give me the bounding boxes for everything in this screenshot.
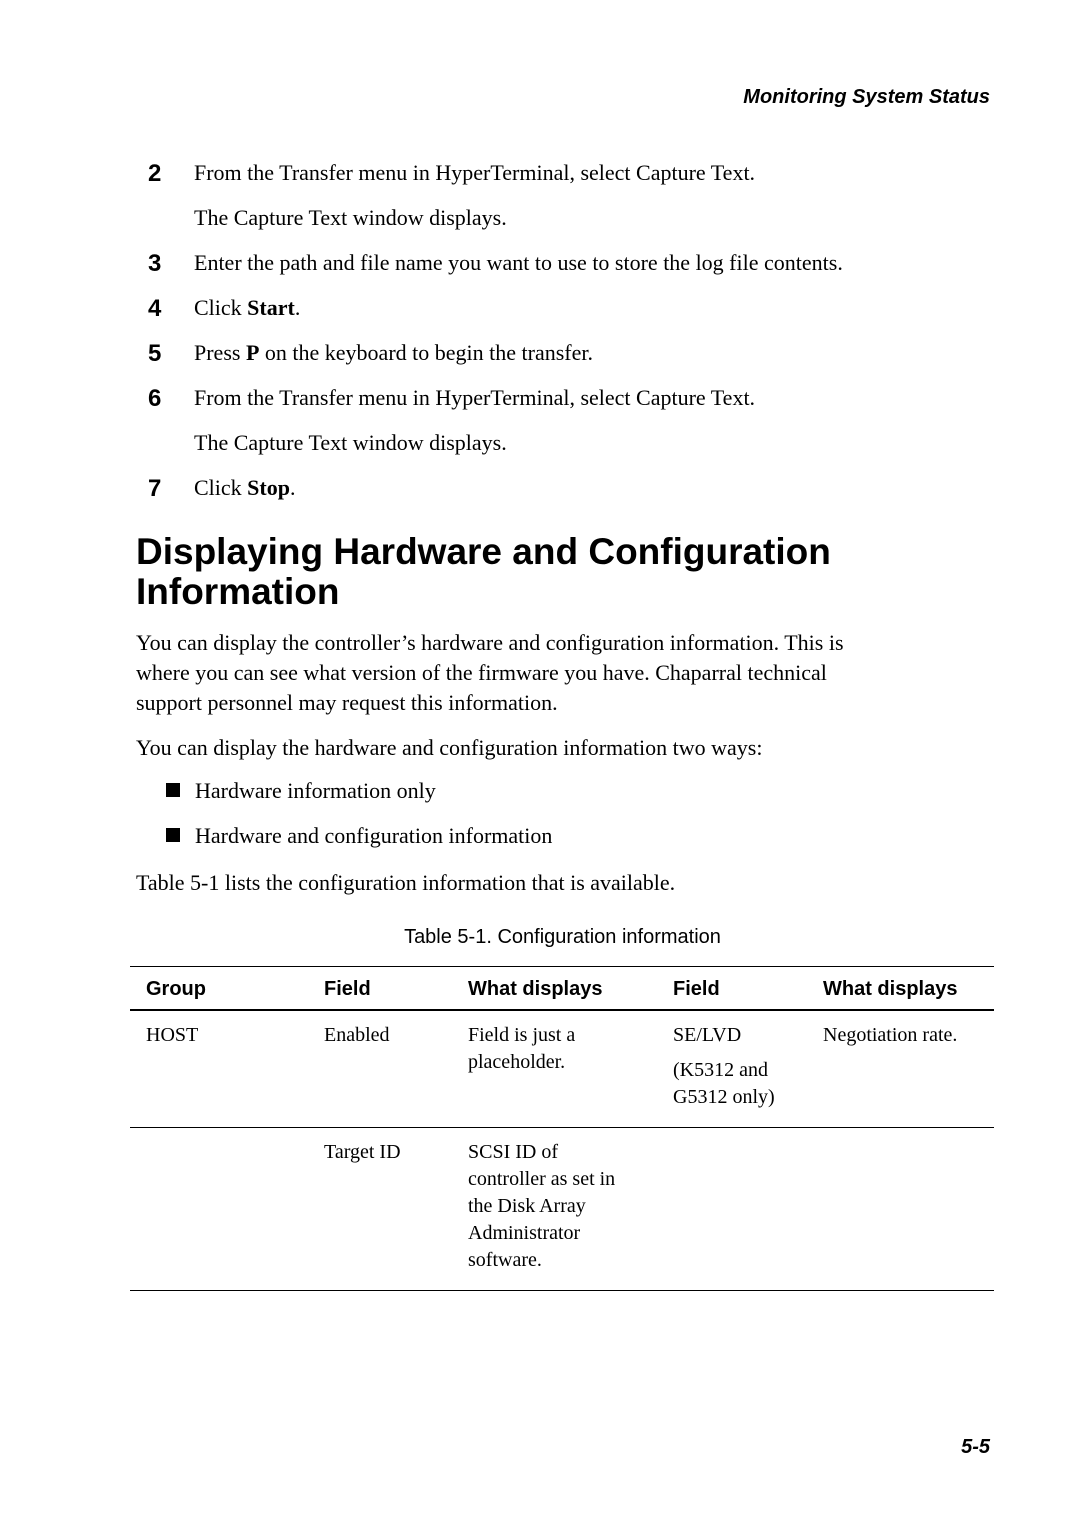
- cell-line: software.: [468, 1249, 542, 1271]
- bullet-item: [166, 778, 436, 804]
- cell-line: controller as set in: [468, 1168, 616, 1190]
- step-text: From the Transfer menu in HyperTerminal, select Capture Text.: [194, 385, 756, 410]
- cell-what-displays: [468, 1128, 673, 1291]
- cell-line: Field is just a: [468, 1024, 576, 1046]
- table-reference-paragraph: Table 5-1 lists the configuration information that is available.: [136, 870, 676, 895]
- cell-what-displays: Negotiation rate.: [823, 1010, 994, 1128]
- cell-line: G5312 only): [673, 1086, 775, 1108]
- paragraph-line: support personnel may request this information.: [136, 690, 558, 715]
- step-number: 4: [148, 295, 162, 322]
- bullet-square-icon: [166, 783, 180, 797]
- section-title-line: Information: [136, 571, 340, 612]
- cell-field: Target ID: [324, 1128, 468, 1291]
- intro-paragraph: [136, 628, 844, 718]
- step-text: [194, 475, 295, 501]
- configuration-table: [130, 966, 994, 1291]
- section-title-line: Displaying Hardware and Configuration: [136, 531, 831, 572]
- cell-line: placeholder.: [468, 1051, 566, 1073]
- step-number: 7: [148, 475, 162, 502]
- step-text: [194, 340, 593, 366]
- bullet-item: [166, 823, 552, 849]
- step-text-post: on the keyboard to begin the transfer.: [259, 340, 593, 365]
- page-number: 5-5: [961, 1436, 990, 1458]
- step-text-post: .: [289, 475, 296, 500]
- table-caption: Table 5-1. Configuration information: [404, 926, 721, 948]
- step-number: 6: [148, 385, 162, 412]
- column-header-field: Field: [673, 967, 823, 1011]
- cell-what-displays: [468, 1010, 673, 1128]
- step-text-pre: Click: [194, 295, 248, 320]
- ways-paragraph: You can display the hardware and configuration information two ways:: [136, 735, 763, 760]
- step-text-pre: Press: [194, 340, 246, 365]
- cell-field: Enabled: [324, 1010, 468, 1128]
- step-result: The Capture Text window displays.: [194, 205, 507, 230]
- paragraph-line: You can display the controller’s hardware and configuration information. This is: [136, 630, 844, 655]
- step-number: 3: [148, 250, 162, 277]
- step-number: 5: [148, 340, 162, 367]
- cell-line: (K5312 and: [673, 1059, 768, 1081]
- column-header-field: Field: [324, 967, 468, 1011]
- paragraph-line: where you can see what version of the firmware you have. Chaparral technical: [136, 660, 827, 685]
- section-title: [136, 532, 831, 612]
- column-header-what-displays: What displays: [468, 967, 673, 1011]
- bullet-text: Hardware information only: [195, 778, 436, 803]
- cell-group: [130, 1128, 324, 1291]
- cell-field: [673, 1010, 823, 1128]
- column-header-group: Group: [130, 967, 324, 1011]
- running-head: Monitoring System Status: [743, 86, 990, 108]
- cell-field: [673, 1128, 823, 1291]
- table-row: [130, 1128, 994, 1291]
- stop-command: Stop: [247, 475, 290, 500]
- cell-line: the Disk Array: [468, 1195, 586, 1217]
- table-header-row: [130, 967, 994, 1011]
- table-row: [130, 1010, 994, 1128]
- step-text: [194, 295, 300, 321]
- start-command: Start: [247, 295, 295, 320]
- step-text: From the Transfer menu in HyperTerminal, select Capture Text.: [194, 160, 756, 185]
- column-header-what-displays: What displays: [823, 967, 994, 1011]
- cell-group: HOST: [130, 1010, 324, 1128]
- cell-what-displays: [823, 1128, 994, 1291]
- step-number: 2: [148, 160, 162, 187]
- step-text: Enter the path and file name you want to use to store the log file contents.: [194, 250, 843, 275]
- step-text-pre: Click: [194, 475, 248, 500]
- cell-line: SE/LVD: [673, 1024, 742, 1046]
- p-key: P: [245, 340, 260, 365]
- bullet-text: Hardware and configuration information: [195, 823, 553, 848]
- bullet-square-icon: [166, 828, 180, 842]
- cell-line: Administrator: [468, 1222, 581, 1244]
- step-result: The Capture Text window displays.: [194, 430, 507, 455]
- cell-line: SCSI ID of: [468, 1141, 559, 1163]
- step-text-post: .: [294, 295, 301, 320]
